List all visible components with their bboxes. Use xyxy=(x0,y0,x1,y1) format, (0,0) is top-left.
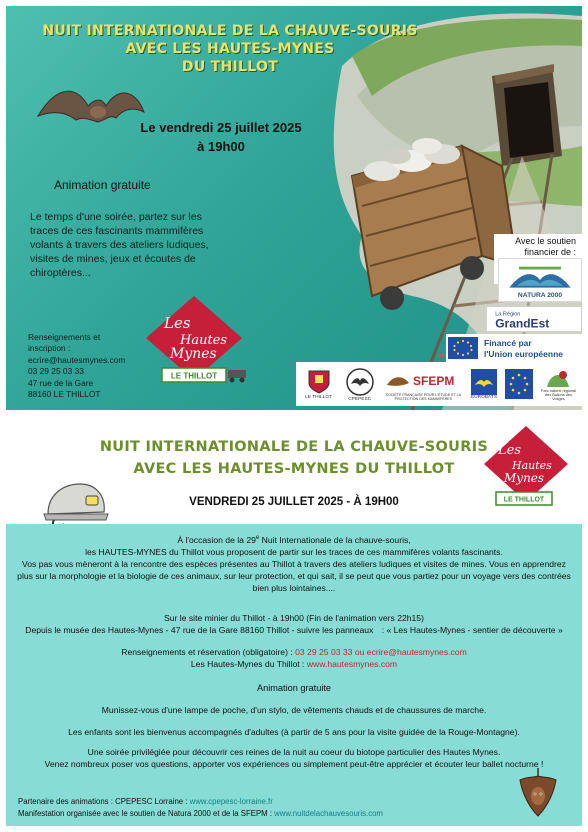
closing-block xyxy=(16,746,572,770)
flyer-title-line: AVEC LES HAUTES-MYNES DU THILLOT xyxy=(133,461,455,477)
website-link[interactable]: www.hautesmynes.com xyxy=(306,659,398,669)
museum-line xyxy=(16,624,572,636)
partner-cpepesc xyxy=(341,365,378,403)
logo-text: Hautes xyxy=(180,333,228,348)
sfepm-logo-icon xyxy=(383,367,463,393)
logo-text: Les xyxy=(498,443,521,458)
intro-text: À l'occasion de la 29 xyxy=(177,534,256,545)
poster-title-line: DU THILLOT xyxy=(181,59,279,75)
partner-sub: SOCIÉTÉ FRANÇAISE POUR L'ÉTUDE ET LA PROTECTION DES MAMMIFÈRES xyxy=(385,393,462,401)
footer-organized xyxy=(18,808,418,819)
partner-eurobats xyxy=(468,365,499,403)
poster-contact xyxy=(28,332,158,400)
partner-label: Parc naturel régional des Ballons des Vosges xyxy=(540,388,576,402)
reservation-line xyxy=(16,646,572,658)
intro-paragraph xyxy=(16,532,572,594)
eu-stars-icon xyxy=(505,369,533,399)
eu-flag-icon xyxy=(446,334,582,362)
partner-label: CPEPESC xyxy=(348,396,372,402)
coat-of-arms-icon xyxy=(307,369,331,395)
intro-sup: e xyxy=(255,535,260,541)
flyer-body xyxy=(6,524,582,826)
closing-line: Venez nombreux poser vos questions, apporter vos expériences ou simplement peut-être apprécier et écouter leur ballet nocturne ! xyxy=(44,759,544,769)
reservation-contact-link[interactable]: 03 29 25 03 33 ou ecrire@hautesmynes.com xyxy=(295,647,467,657)
support-line: financier de : xyxy=(524,247,576,257)
region-grand-est-logo xyxy=(486,306,582,332)
website-line xyxy=(16,658,572,670)
eu-funding-logo xyxy=(446,334,582,362)
contact-phone[interactable]: 03 29 25 03 33 xyxy=(28,366,84,377)
contact-line: 47 rue de la Gare xyxy=(28,377,94,388)
footer-partner-label: Partenaire des animations : CPEPESC Lorraine : xyxy=(18,797,190,806)
sfepm-text: SFEPM xyxy=(413,374,455,388)
contact-line: Renseignements et xyxy=(28,332,101,342)
hanging-bat-icon xyxy=(514,766,562,820)
logo-text: Mynes xyxy=(170,346,217,362)
logo-banner-text: LE THILLOT xyxy=(170,371,218,381)
eu-line1: Financé par xyxy=(484,338,532,348)
logo-text: Mynes xyxy=(504,471,545,485)
logo-text: Hautes xyxy=(512,459,552,472)
partner-sfepm xyxy=(382,365,464,403)
partner-label: LE THILLOT xyxy=(305,394,332,400)
partner-url-link[interactable]: www.cpepesc-lorraine.fr xyxy=(189,797,273,806)
contact-line: inscription : xyxy=(28,343,71,354)
partner-label: EUROBATS xyxy=(470,394,498,400)
grandest-main: GrandEst xyxy=(495,316,550,331)
partner-pnr-ballons-vosges xyxy=(539,365,578,403)
eurobats-logo-icon xyxy=(471,369,497,395)
poster-animation-label: Animation gratuite xyxy=(54,178,151,192)
museum-sign: : « Les Hautes-Mynes - sentier de découverte » xyxy=(381,625,563,635)
support-line: Avec le soutien xyxy=(515,236,576,246)
pnr-logo-icon xyxy=(545,367,571,389)
animation-label: Animation gratuite xyxy=(256,683,332,693)
footer-organized-label: Manifestation organisée avec le soutien de Natura 2000 et de la SFEPM : xyxy=(18,809,275,818)
poster-title xyxy=(20,22,440,76)
natura-2000-logo xyxy=(498,258,582,302)
children-line: Les enfants sont les bienvenus accompagnés d'adultes (à partir de 5 ans pour la visite guidée de la Rouge-Montagne). xyxy=(68,727,520,737)
contact-line: 88160 LE THILLOT xyxy=(28,389,101,400)
poster-date xyxy=(116,118,326,156)
organized-url-link[interactable]: www.nuitdelachauvesouris.com xyxy=(274,809,383,818)
site-line: Sur le site minier du Thillot - à 19h00 (Fin de l'animation vers 22h15) xyxy=(164,613,424,623)
poster-date-line: Le vendredi 25 juillet 2025 xyxy=(140,120,302,135)
eu-line2: l'Union européenne xyxy=(484,349,563,359)
logo-text: Les xyxy=(164,314,191,332)
hautes-mynes-logo xyxy=(142,294,252,390)
website-label: Les Hautes-Mynes du Thillot : xyxy=(190,659,307,669)
flyer-title-line: NUIT INTERNATIONALE DE LA CHAUVE-SOURIS xyxy=(99,439,489,455)
partner-eu-stars xyxy=(504,365,535,403)
partner-le-thillot xyxy=(300,365,337,403)
intro-line: les HAUTES-MYNES du Thillot vous proposent de partir sur les traces de ces mammifères volants fascinants. xyxy=(85,546,503,557)
event-poster xyxy=(6,6,582,410)
natura-text: NATURA 2000 xyxy=(517,292,563,300)
poster-time-line: à 19h00 xyxy=(197,139,245,154)
flyer-date: VENDREDI 25 JUILLET 2025 - À 19H00 xyxy=(189,496,399,508)
footer-partner xyxy=(18,796,418,807)
equipment-line: Munissez-vous d'une lampe de poche, d'un stylo, de vêtements chauds et de chaussures de marche. xyxy=(101,705,487,715)
logo-banner-text: LE THILLOT xyxy=(503,496,545,504)
intro-text: Nuit Internationale de la chauve-souris, xyxy=(259,534,411,545)
intro-line xyxy=(16,532,572,546)
poster-description: Le temps d'une soirée, partez sur les traces de ces fascinants mammifères volants à travers des ateliers ludiques, visites de mines, jeux et écoutes de chiroptères... xyxy=(30,211,209,279)
location-block xyxy=(16,612,572,636)
reservation-label: Renseignements et réservation (obligatoire) : xyxy=(121,647,296,657)
partner-logos xyxy=(296,362,582,406)
poster-title-line: NUIT INTERNATIONALE DE LA CHAUVE-SOURIS xyxy=(42,23,418,39)
closing-line: Une soirée privilégiée pour découvrir ces reines de la nuit au coeur du biotope particulier des Hautes Mynes. xyxy=(87,747,501,757)
hautes-mynes-logo xyxy=(482,424,572,514)
cpepesc-logo-icon xyxy=(345,367,375,397)
museum-text: Depuis le musée des Hautes-Mynes - 47 rue de la Gare 88160 Thillot - suivre les panneaux xyxy=(25,625,374,635)
flyer-header xyxy=(6,416,582,524)
poster-title-line: AVEC LES HAUTES-MYNES xyxy=(125,41,335,57)
reservation-block xyxy=(16,646,572,670)
contact-email[interactable]: ecrire@hautesmynes.com xyxy=(28,354,126,365)
grandest-top: La Région xyxy=(495,311,521,318)
intro-line: Vos pas vous mèneront à la rencontre des espèces présentes au Thillot à travers des ateliers ludiques et visites de mines. Vous en apprendrez plus sur la morphologie et la biologie de ces animaux, sur leur protection, et qui sait, il se peut que vous partiez pour un voyage vers des contrées bien plus lointaines.... xyxy=(17,558,571,593)
